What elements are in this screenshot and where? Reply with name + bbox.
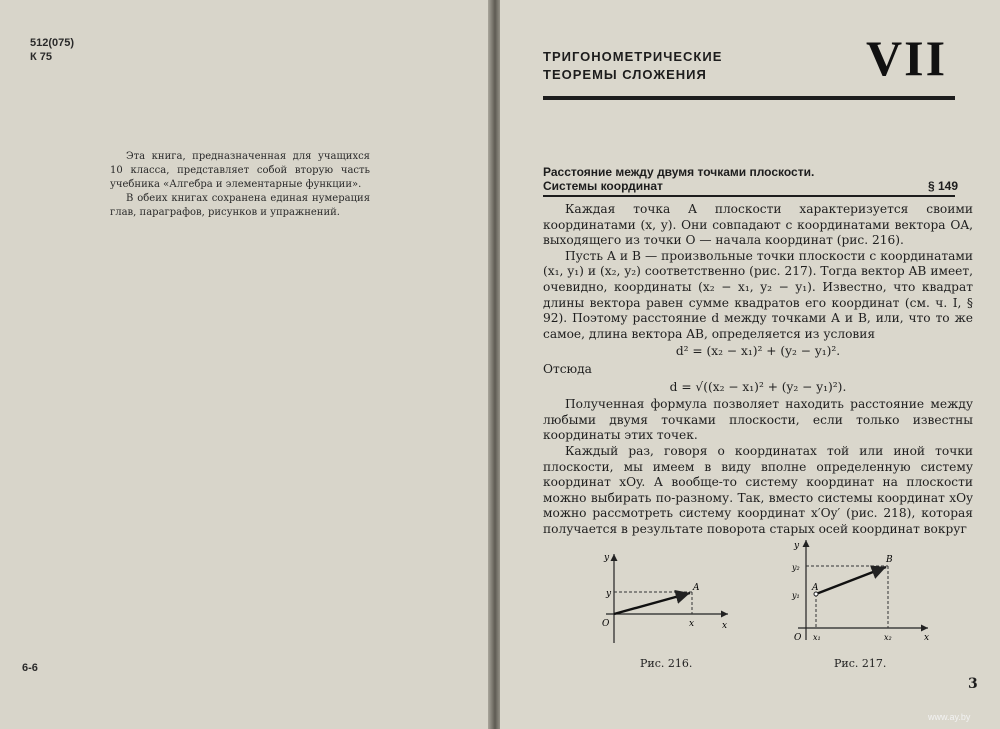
book-annotation (110, 150, 370, 220)
figure-216-caption: Рис. 216. (640, 657, 693, 670)
x-axis-label: x (722, 621, 728, 631)
classification-codes (30, 36, 74, 64)
vector-oa (614, 593, 690, 614)
page-number: 3 (968, 676, 978, 692)
body-paragraph: Каждый раз, говоря о координатах той или иной точки плоскости, мы имеем в виду вполне определенную систему координат xOy. А вообще-то систему координат на плоскости можно выбирать по-разному. Так, вместо системы координат xOy можно рассмотреть систему координат x′Oy′ (рис. 218), которая получается в результате поворота старых осей координат вокруг (543, 443, 973, 536)
figure-217 (784, 536, 934, 646)
section-title-line: Расстояние между двумя точками плоскости. (543, 165, 815, 179)
formula-distance: d = √((x₂ − x₁)² + (y₂ − y₁)²). (669, 379, 847, 394)
udk-code: 512(075) (30, 37, 75, 49)
section-rule (543, 195, 955, 197)
y-axis-label: y (604, 553, 610, 563)
point-a-label: A (693, 583, 700, 593)
x1-tick-label: x₁ (813, 633, 821, 642)
section-title-line: Системы координат (543, 179, 663, 193)
section-number: § 149 (927, 179, 958, 193)
x-tick-label: x (689, 619, 695, 629)
body-paragraph: Пусть A и B — произвольные точки плоскости с координатами (x₁, y₁) и (x₂, y₂) соответственно (рис. 217). Тогда вектор AB имеет, очевидно, координаты (x₂ − x₁, y₂ − y₁). Известно, что квадрат длины вектора равен сумме квадратов его координат (см. ч. I, § 92). Поэтому расстояние d между точками A и B, или, что то же самое, длина вектора AB, определяется из условия (543, 248, 973, 341)
y-axis-label: y (794, 541, 800, 551)
vector-ab (816, 567, 886, 594)
section-body (543, 202, 973, 537)
figure-217-caption: Рис. 217. (834, 657, 887, 670)
y1-tick-label: y₁ (792, 591, 800, 600)
chapter-title-line: ТЕОРЕМЫ СЛОЖЕНИЯ (543, 67, 707, 82)
y-tick-label: y (606, 589, 612, 599)
section-title (543, 165, 955, 193)
point-a-label: A (812, 583, 819, 593)
chapter-rule (543, 96, 955, 100)
y2-tick-label: y₂ (792, 563, 800, 572)
chapter-title-line: ТРИГОНОМЕТРИЧЕСКИЕ (543, 49, 723, 64)
origin-label: O (602, 619, 610, 629)
chapter-title (543, 48, 722, 84)
body-paragraph: Каждая точка A плоскости характеризуется своими координатами (x, y). Они совпадают с координатами вектора OA, выходящего из точки O — начала координат (рис. 216). (543, 202, 973, 248)
bbk-code: К 75 (30, 51, 53, 63)
figure-216 (590, 548, 735, 648)
origin-label: O (794, 633, 802, 643)
printer-signature: 6-6 (22, 662, 38, 674)
x-axis-label: x (924, 633, 930, 643)
annotation-paragraph: Эта книга, предназначенная для учащихся 10 класса, представляет собой вторую часть учебника «Алгебра и элементарные функции». (110, 151, 370, 190)
point-b-label: B (886, 555, 893, 565)
x2-tick-label: x₂ (884, 633, 892, 642)
watermark: www.ay.by (928, 712, 971, 722)
otsuda-label: Отсюда (543, 361, 592, 376)
formula-distance-squared: d² = (x₂ − x₁)² + (y₂ − y₁)². (675, 344, 841, 359)
annotation-paragraph: В обеих книгах сохранена единая нумерация глав, параграфов, рисунков и упражнений. (110, 193, 370, 218)
left-page (0, 0, 492, 729)
chapter-number: VII (866, 30, 948, 86)
body-paragraph: Полученная формула позволяет находить расстояние между любыми двумя точками плоскости, если только известны координаты этих точек. (543, 397, 973, 443)
